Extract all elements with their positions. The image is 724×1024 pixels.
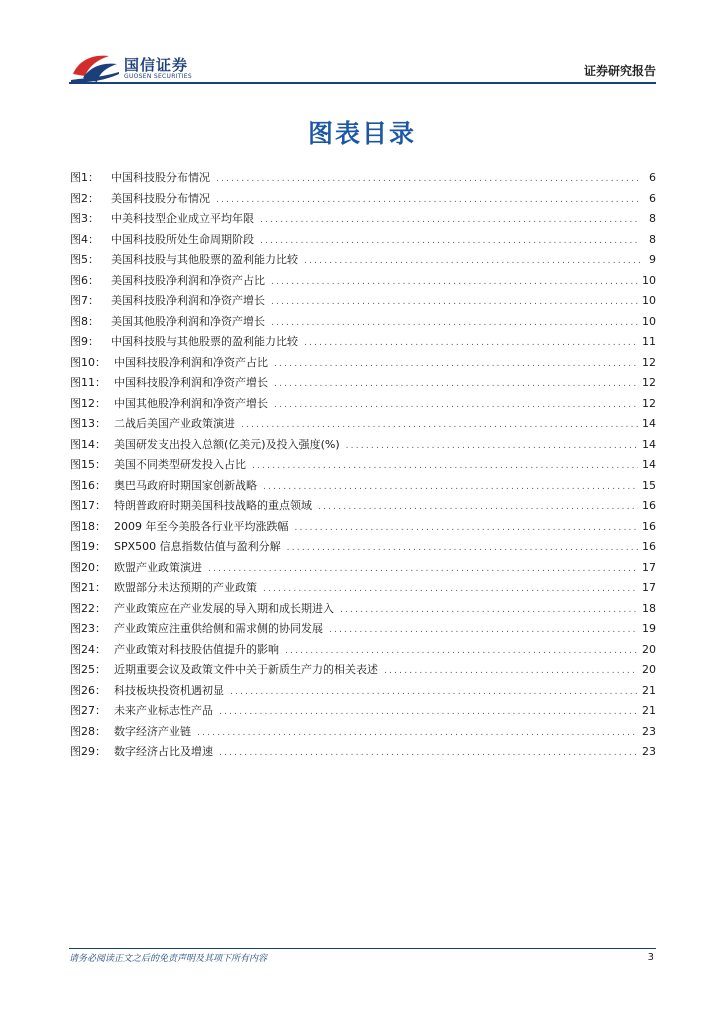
toc-dot-leader [197, 723, 638, 744]
toc-entry[interactable] [70, 558, 656, 579]
toc-figure-number: 图5： [70, 253, 99, 266]
company-logo [69, 52, 199, 84]
toc-page-number: 12 [642, 355, 656, 369]
toc-figure-number: 图7： [70, 294, 99, 307]
toc-page-number: 20 [642, 642, 656, 656]
page-title: 图表目录 [307, 119, 416, 148]
toc-dot-leader [271, 292, 638, 313]
toc-entry[interactable] [70, 332, 656, 353]
toc-figure-title: 中国科技股净利润和净资产占比 [114, 355, 268, 369]
toc-dot-leader [340, 600, 638, 621]
toc-figure-number: 图8： [70, 314, 99, 328]
toc-page-number: 17 [642, 560, 656, 574]
toc-dot-leader [252, 456, 638, 477]
toc-dot-leader [295, 518, 639, 539]
toc-page-number: 10 [642, 314, 656, 328]
toc-page-number: 19 [642, 622, 656, 635]
toc-page-number: 10 [642, 273, 656, 287]
toc-figure-number: 图22： [70, 601, 106, 615]
toc-figure-title: 中国科技股净利润和净资产增长 [114, 376, 268, 389]
toc-dot-leader [208, 559, 638, 580]
toc-figure-number: 图16： [70, 478, 106, 492]
toc-figure-title: 美国科技股与其他股票的盈利能力比较 [111, 253, 298, 266]
toc-page-number: 14 [642, 437, 656, 451]
toc-figure-number: 图6： [70, 273, 99, 287]
toc-entry[interactable] [70, 209, 656, 230]
toc-figure-title: 数字经济占比及增速 [114, 745, 213, 758]
toc-dot-leader [216, 190, 640, 211]
footer-divider [69, 948, 656, 949]
toc-entry[interactable] [70, 619, 656, 640]
toc-entry[interactable] [70, 312, 656, 333]
toc-figure-title: 美国科技股净利润和净资产占比 [111, 273, 265, 287]
toc-figure-number: 图24： [70, 642, 106, 656]
toc-page-number: 14 [642, 417, 656, 430]
toc-figure-title: 中国科技股分布情况 [111, 171, 210, 184]
toc-entry[interactable] [70, 168, 656, 189]
toc-figure-number: 图1： [70, 171, 99, 184]
toc-page-number: 21 [642, 704, 656, 717]
toc-dot-leader [304, 333, 638, 354]
toc-entry[interactable] [70, 414, 656, 435]
toc-figure-number: 图3： [70, 212, 99, 225]
report-type-label: 证券研究报告 [583, 64, 656, 78]
toc-figure-number: 图26： [70, 683, 106, 697]
toc-page-number: 8 [649, 232, 656, 246]
toc-dot-leader [346, 436, 638, 457]
toc-figure-title: 二战后美国产业政策演进 [114, 417, 235, 430]
toc-entry[interactable] [70, 373, 656, 394]
toc-dot-leader [219, 702, 638, 723]
toc-entry[interactable] [70, 578, 656, 599]
header-divider [69, 82, 656, 84]
toc-page-number: 23 [642, 745, 656, 758]
toc-dot-leader [263, 477, 638, 498]
toc-entry[interactable] [70, 271, 656, 292]
toc-entry[interactable] [70, 537, 656, 558]
toc-figure-number: 图29： [70, 745, 106, 758]
toc-figure-title: 美国科技股净利润和净资产增长 [111, 294, 265, 307]
toc-entry[interactable] [70, 189, 656, 210]
toc-entry[interactable] [70, 496, 656, 517]
toc-entry[interactable] [70, 517, 656, 538]
toc-figure-number: 图28： [70, 724, 106, 738]
toc-dot-leader [230, 682, 638, 703]
figure-index-list [70, 168, 656, 763]
toc-page-number: 6 [649, 171, 656, 184]
toc-page-number: 23 [642, 724, 656, 738]
toc-figure-number: 图10： [70, 355, 106, 369]
toc-figure-number: 图20： [70, 560, 106, 574]
toc-dot-leader [285, 641, 638, 662]
toc-page-number: 8 [649, 212, 656, 225]
toc-figure-number: 图14： [70, 437, 106, 451]
toc-page-number: 21 [642, 683, 656, 697]
toc-entry[interactable] [70, 681, 656, 702]
page-header [69, 48, 656, 86]
toc-page-number: 16 [642, 540, 656, 553]
toc-entry[interactable] [70, 291, 656, 312]
toc-figure-number: 图18： [70, 519, 106, 533]
toc-figure-title: 奥巴马政府时期国家创新战略 [114, 478, 257, 492]
toc-figure-title: 中美科技型企业成立平均年限 [111, 212, 254, 225]
toc-figure-title: 中国其他股净利润和净资产增长 [114, 396, 268, 410]
toc-dot-leader [384, 661, 638, 682]
toc-figure-number: 图15： [70, 458, 106, 471]
toc-figure-number: 图27： [70, 704, 106, 717]
toc-dot-leader [287, 538, 638, 559]
toc-entry[interactable] [70, 353, 656, 374]
toc-dot-leader [329, 620, 638, 641]
toc-entry[interactable] [70, 394, 656, 415]
toc-figure-number: 图21： [70, 581, 106, 594]
toc-figure-title: 产业政策对科技股估值提升的影响 [114, 642, 279, 656]
toc-figure-number: 图23： [70, 622, 106, 635]
toc-figure-number: 图12： [70, 396, 106, 410]
toc-figure-number: 图4： [70, 232, 99, 246]
toc-figure-title: 未来产业标志性产品 [114, 704, 213, 717]
toc-page-number: 20 [642, 663, 656, 676]
toc-dot-leader [216, 169, 640, 190]
toc-page-number: 10 [642, 294, 656, 307]
toc-figure-number: 图11： [70, 376, 106, 389]
logo-text-en: GUOSEN SECURITIES [124, 73, 193, 80]
toc-figure-number: 图19： [70, 540, 106, 553]
toc-entry[interactable] [70, 660, 656, 681]
toc-figure-number: 图2： [70, 191, 99, 205]
toc-figure-title: 美国科技股分布情况 [111, 191, 210, 205]
logo-text-cn: 国信证券 [124, 56, 189, 74]
toc-entry[interactable] [70, 435, 656, 456]
toc-figure-title: 产业政策应注重供给侧和需求侧的协同发展 [114, 622, 323, 635]
toc-figure-title: 中国科技股所处生命周期阶段 [111, 232, 254, 246]
toc-page-number: 15 [642, 478, 656, 492]
toc-page-number: 9 [649, 253, 656, 266]
toc-dot-leader [263, 579, 638, 600]
toc-page-number: 17 [642, 581, 656, 594]
toc-dot-leader [260, 231, 640, 252]
toc-page-number: 11 [642, 335, 656, 348]
toc-entry[interactable] [70, 455, 656, 476]
toc-page-number: 12 [642, 376, 656, 389]
toc-figure-title: 美国其他股净利润和净资产增长 [111, 314, 265, 328]
toc-dot-leader [219, 743, 638, 764]
toc-figure-title: 美国不同类型研发投入占比 [114, 458, 246, 471]
toc-figure-title: 数字经济产业链 [114, 724, 191, 738]
toc-entry[interactable] [70, 230, 656, 251]
toc-page-number: 12 [642, 396, 656, 410]
toc-page-number: 18 [642, 601, 656, 615]
toc-entry[interactable] [70, 640, 656, 661]
toc-dot-leader [271, 313, 638, 334]
toc-dot-leader [241, 415, 638, 436]
toc-figure-title: 近期重要会议及政策文件中关于新质生产力的相关表述 [114, 663, 378, 676]
toc-dot-leader [274, 395, 638, 416]
toc-entry[interactable] [70, 476, 656, 497]
toc-entry[interactable] [70, 250, 656, 271]
footer-page-number: 3 [647, 952, 654, 963]
toc-entry[interactable] [70, 742, 656, 763]
toc-page-number: 16 [642, 519, 656, 533]
toc-figure-number: 图9： [70, 335, 99, 348]
toc-figure-number: 图17： [70, 499, 106, 512]
guosen-logo-icon [69, 52, 121, 84]
toc-figure-title: 科技板块投资机遇初显 [114, 683, 224, 697]
toc-page-number: 14 [642, 458, 656, 471]
toc-dot-leader [260, 210, 640, 231]
toc-figure-title: 欧盟产业政策演进 [114, 560, 202, 574]
toc-figure-title: 产业政策应在产业发展的导入期和成长期进入 [114, 601, 334, 615]
toc-figure-number: 图25： [70, 663, 106, 676]
toc-dot-leader [274, 354, 638, 375]
footer-disclaimer: 请务必阅读正文之后的免责声明及其项下所有内容 [69, 954, 268, 964]
toc-entry[interactable] [70, 722, 656, 743]
toc-dot-leader [274, 374, 638, 395]
toc-page-number: 6 [649, 191, 656, 205]
toc-figure-number: 图13： [70, 417, 106, 430]
toc-page-number: 16 [642, 499, 656, 512]
toc-figure-title: SPX500 信息指数估值与盈利分解 [114, 540, 281, 553]
toc-figure-title: 2009 年至今美股各行业平均涨跌幅 [114, 519, 289, 533]
toc-figure-title: 美国研发支出投入总额(亿美元)及投入强度(%) [114, 437, 340, 451]
toc-dot-leader [304, 251, 640, 272]
toc-figure-title: 欧盟部分未达预期的产业政策 [114, 581, 257, 594]
toc-figure-title: 中国科技股与其他股票的盈利能力比较 [111, 335, 298, 348]
toc-dot-leader [271, 272, 638, 293]
toc-dot-leader [318, 497, 638, 518]
toc-figure-title: 特朗普政府时期美国科技战略的重点领域 [114, 499, 312, 512]
toc-entry[interactable] [70, 701, 656, 722]
toc-entry[interactable] [70, 599, 656, 620]
